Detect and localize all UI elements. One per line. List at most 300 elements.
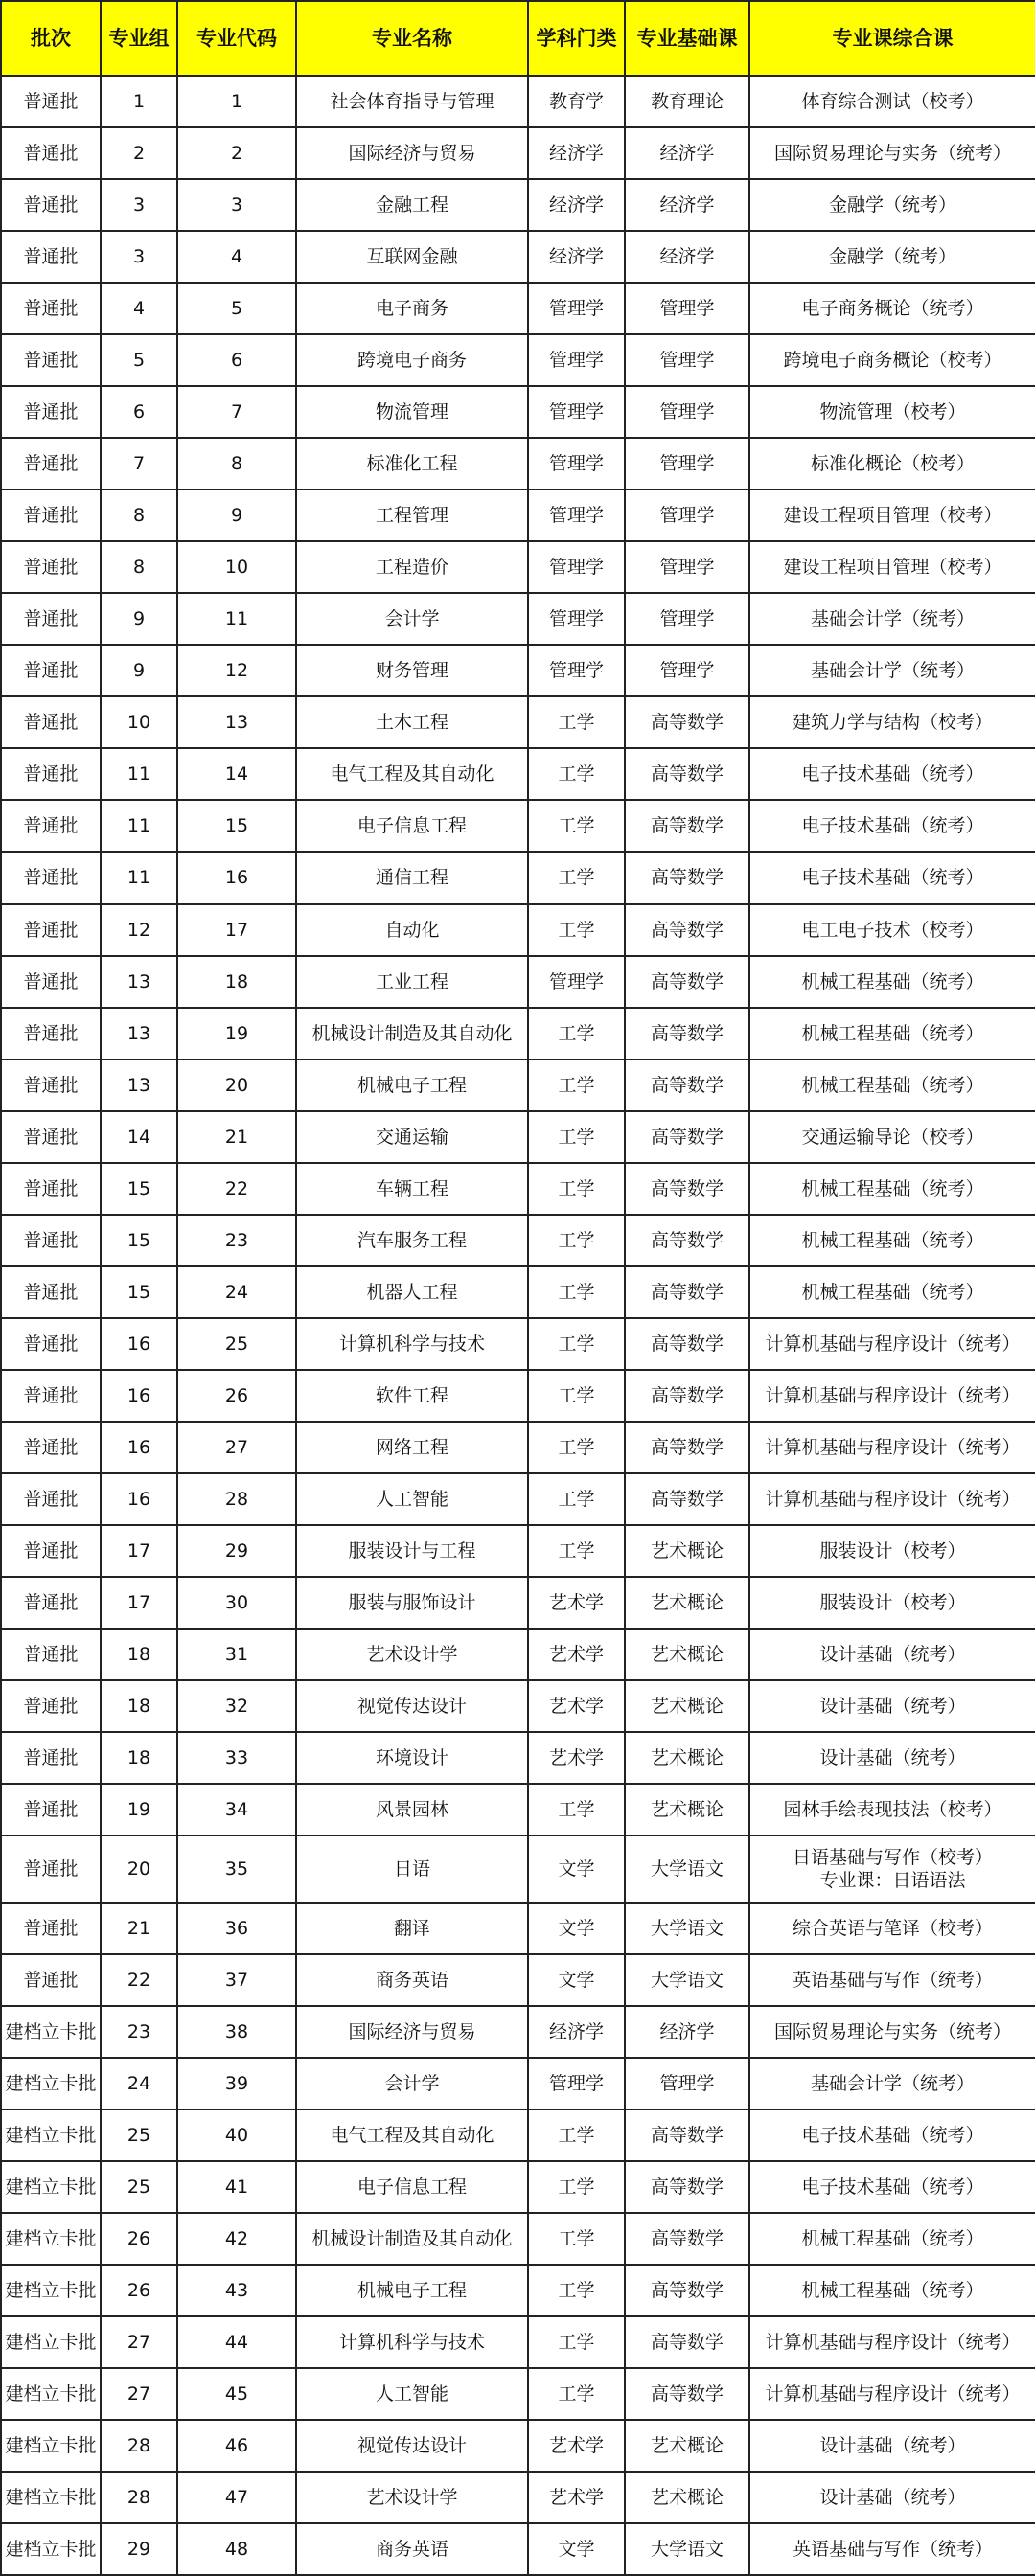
batch-cell: 普通批 [1,1784,101,1835]
group-cell: 6 [101,386,177,438]
code-cell: 3 [177,179,296,231]
code-cell: 40 [177,2109,296,2161]
comprehensive-course-cell: 服装设计（校考） [749,1525,1035,1577]
table-row [1,2420,1035,2472]
table-row [1,1473,1035,1525]
basic-course-cell: 高等数学 [625,1473,749,1525]
comprehensive-course-cell: 体育综合测试（校考） [749,76,1035,127]
group-cell: 13 [101,1008,177,1060]
basic-course-cell: 大学语文 [625,1835,749,1903]
group-cell: 7 [101,438,177,490]
code-cell: 29 [177,1525,296,1577]
group-cell: 10 [101,696,177,748]
group-cell: 26 [101,2265,177,2316]
basic-course-cell: 高等数学 [625,1060,749,1111]
major-name-cell: 车辆工程 [296,1163,528,1215]
comprehensive-course-cell: 跨境电子商务概论（校考） [749,334,1035,386]
comprehensive-course-cell: 日语基础与写作（校考） 专业课：日语语法 [749,1835,1035,1903]
comprehensive-course-cell: 机械工程基础（统考） [749,1215,1035,1266]
table-row [1,593,1035,645]
discipline-cell: 工学 [528,1060,625,1111]
group-cell: 11 [101,800,177,852]
group-cell: 16 [101,1370,177,1422]
code-cell: 41 [177,2161,296,2213]
major-name-cell: 服装设计与工程 [296,1525,528,1577]
major-name-cell: 会计学 [296,2058,528,2109]
basic-course-cell: 高等数学 [625,2265,749,2316]
comprehensive-course-cell: 机械工程基础（统考） [749,1163,1035,1215]
code-cell: 5 [177,283,296,334]
code-cell: 18 [177,956,296,1008]
major-name-cell: 汽车服务工程 [296,1215,528,1266]
basic-course-cell: 高等数学 [625,800,749,852]
major-name-cell: 跨境电子商务 [296,334,528,386]
discipline-cell: 艺术学 [528,1629,625,1680]
discipline-cell: 经济学 [528,2006,625,2058]
basic-course-cell: 高等数学 [625,852,749,903]
table-row [1,2368,1035,2420]
comprehensive-course-cell: 英语基础与写作（统考） [749,2523,1035,2575]
batch-cell: 普通批 [1,645,101,696]
major-name-cell: 标准化工程 [296,438,528,490]
group-cell: 16 [101,1422,177,1473]
table-row [1,490,1035,541]
basic-course-cell: 高等数学 [625,2316,749,2368]
discipline-cell: 艺术学 [528,2420,625,2472]
group-cell: 25 [101,2161,177,2213]
table-body [1,76,1035,2575]
group-cell: 14 [101,1111,177,1163]
table-row [1,696,1035,748]
group-cell: 13 [101,1060,177,1111]
discipline-cell: 管理学 [528,490,625,541]
code-cell: 45 [177,2368,296,2420]
code-cell: 19 [177,1008,296,1060]
code-cell: 44 [177,2316,296,2368]
major-name-cell: 艺术设计学 [296,1629,528,1680]
header-code: 专业代码 [177,1,296,76]
major-name-cell: 视觉传达设计 [296,1680,528,1732]
discipline-cell: 经济学 [528,179,625,231]
comprehensive-course-cell: 电工电子技术（校考） [749,904,1035,956]
basic-course-cell: 高等数学 [625,2368,749,2420]
code-cell: 38 [177,2006,296,2058]
comprehensive-course-cell: 物流管理（校考） [749,386,1035,438]
table-row [1,1954,1035,2006]
table-row [1,1835,1035,1903]
comprehensive-course-cell: 设计基础（统考） [749,1732,1035,1784]
table-row [1,438,1035,490]
major-name-cell: 通信工程 [296,852,528,903]
group-cell: 17 [101,1577,177,1629]
group-cell: 12 [101,904,177,956]
major-name-cell: 艺术设计学 [296,2472,528,2523]
basic-course-cell: 管理学 [625,2058,749,2109]
group-cell: 26 [101,2213,177,2265]
batch-cell: 普通批 [1,1732,101,1784]
batch-cell: 普通批 [1,1111,101,1163]
discipline-cell: 管理学 [528,541,625,593]
batch-cell: 普通批 [1,852,101,903]
table-row [1,283,1035,334]
major-name-cell: 会计学 [296,593,528,645]
batch-cell: 普通批 [1,1835,101,1903]
discipline-cell: 艺术学 [528,1680,625,1732]
code-cell: 36 [177,1903,296,1954]
comprehensive-course-cell: 计算机基础与程序设计（统考） [749,2368,1035,2420]
discipline-cell: 管理学 [528,386,625,438]
comprehensive-course-cell: 金融学（统考） [749,231,1035,283]
batch-cell: 普通批 [1,127,101,179]
discipline-cell: 管理学 [528,645,625,696]
basic-course-cell: 高等数学 [625,1266,749,1318]
basic-course-cell: 经济学 [625,127,749,179]
batch-cell: 普通批 [1,1577,101,1629]
discipline-cell: 艺术学 [528,1732,625,1784]
comprehensive-course-cell: 英语基础与写作（统考） [749,1954,1035,2006]
basic-course-cell: 高等数学 [625,1370,749,1422]
code-cell: 15 [177,800,296,852]
major-name-cell: 工程造价 [296,541,528,593]
batch-cell: 建档立卡批 [1,2265,101,2316]
comprehensive-course-cell: 机械工程基础（统考） [749,1266,1035,1318]
code-cell: 27 [177,1422,296,1473]
header-name: 专业名称 [296,1,528,76]
major-name-cell: 电气工程及其自动化 [296,748,528,800]
group-cell: 15 [101,1163,177,1215]
comprehensive-course-cell: 设计基础（统考） [749,2420,1035,2472]
batch-cell: 普通批 [1,1163,101,1215]
table-row [1,2006,1035,2058]
major-name-cell: 电子信息工程 [296,800,528,852]
discipline-cell: 工学 [528,1266,625,1318]
discipline-cell: 工学 [528,800,625,852]
major-name-cell: 环境设计 [296,1732,528,1784]
header-comprehensive-course: 专业课综合课 [749,1,1035,76]
group-cell: 25 [101,2109,177,2161]
major-name-cell: 机器人工程 [296,1266,528,1318]
basic-course-cell: 艺术概论 [625,1525,749,1577]
major-name-cell: 电子商务 [296,283,528,334]
comprehensive-course-cell: 服装设计（校考） [749,1577,1035,1629]
batch-cell: 普通批 [1,231,101,283]
basic-course-cell: 艺术概论 [625,1577,749,1629]
discipline-cell: 工学 [528,1784,625,1835]
code-cell: 39 [177,2058,296,2109]
basic-course-cell: 管理学 [625,438,749,490]
discipline-cell: 文学 [528,1903,625,1954]
comprehensive-course-cell: 计算机基础与程序设计（统考） [749,1473,1035,1525]
group-cell: 15 [101,1215,177,1266]
major-name-cell: 物流管理 [296,386,528,438]
group-cell: 27 [101,2368,177,2420]
discipline-cell: 管理学 [528,2058,625,2109]
discipline-cell: 艺术学 [528,2472,625,2523]
basic-course-cell: 高等数学 [625,2161,749,2213]
batch-cell: 普通批 [1,179,101,231]
discipline-cell: 经济学 [528,231,625,283]
major-name-cell: 自动化 [296,904,528,956]
code-cell: 37 [177,1954,296,2006]
batch-cell: 普通批 [1,283,101,334]
discipline-cell: 工学 [528,2368,625,2420]
discipline-cell: 文学 [528,1954,625,2006]
code-cell: 21 [177,1111,296,1163]
batch-cell: 普通批 [1,1370,101,1422]
table-row [1,1629,1035,1680]
code-cell: 11 [177,593,296,645]
table-row [1,2316,1035,2368]
table-row [1,127,1035,179]
table-row [1,1266,1035,1318]
basic-course-cell: 管理学 [625,490,749,541]
table-row [1,541,1035,593]
group-cell: 24 [101,2058,177,2109]
comprehensive-course-cell: 基础会计学（统考） [749,2058,1035,2109]
group-cell: 29 [101,2523,177,2575]
comprehensive-course-cell: 电子技术基础（统考） [749,748,1035,800]
batch-cell: 普通批 [1,1629,101,1680]
batch-cell: 建档立卡批 [1,2109,101,2161]
batch-cell: 建档立卡批 [1,2161,101,2213]
major-name-cell: 机械设计制造及其自动化 [296,1008,528,1060]
comprehensive-course-cell: 电子技术基础（统考） [749,2109,1035,2161]
basic-course-cell: 教育理论 [625,76,749,127]
discipline-cell: 工学 [528,1008,625,1060]
group-cell: 22 [101,1954,177,2006]
batch-cell: 普通批 [1,1215,101,1266]
table-row [1,2213,1035,2265]
discipline-cell: 管理学 [528,334,625,386]
table-row [1,2523,1035,2575]
discipline-cell: 文学 [528,1835,625,1903]
code-cell: 12 [177,645,296,696]
table-row [1,1525,1035,1577]
discipline-cell: 工学 [528,1525,625,1577]
major-name-cell: 国际经济与贸易 [296,127,528,179]
major-name-cell: 土木工程 [296,696,528,748]
table-row [1,1008,1035,1060]
code-cell: 22 [177,1163,296,1215]
table-row [1,956,1035,1008]
code-cell: 28 [177,1473,296,1525]
header-row [1,1,1035,76]
discipline-cell: 管理学 [528,593,625,645]
code-cell: 30 [177,1577,296,1629]
code-cell: 42 [177,2213,296,2265]
group-cell: 3 [101,179,177,231]
batch-cell: 普通批 [1,1954,101,2006]
comprehensive-course-cell: 建设工程项目管理（校考） [749,541,1035,593]
batch-cell: 普通批 [1,1060,101,1111]
basic-course-cell: 艺术概论 [625,2420,749,2472]
code-cell: 17 [177,904,296,956]
basic-course-cell: 高等数学 [625,1008,749,1060]
comprehensive-course-cell: 建设工程项目管理（校考） [749,490,1035,541]
comprehensive-course-cell: 国际贸易理论与实务（统考） [749,127,1035,179]
table-row [1,1060,1035,1111]
comprehensive-course-cell: 机械工程基础（统考） [749,2213,1035,2265]
code-cell: 2 [177,127,296,179]
group-cell: 11 [101,852,177,903]
table-row [1,2109,1035,2161]
batch-cell: 普通批 [1,541,101,593]
code-cell: 6 [177,334,296,386]
basic-course-cell: 经济学 [625,2006,749,2058]
code-cell: 13 [177,696,296,748]
major-name-cell: 商务英语 [296,2523,528,2575]
discipline-cell: 工学 [528,1215,625,1266]
code-cell: 9 [177,490,296,541]
table-row [1,1163,1035,1215]
table-row [1,800,1035,852]
code-cell: 1 [177,76,296,127]
comprehensive-course-cell: 基础会计学（统考） [749,593,1035,645]
table-row [1,1903,1035,1954]
batch-cell: 普通批 [1,593,101,645]
table-row [1,1318,1035,1370]
code-cell: 16 [177,852,296,903]
table-row [1,1370,1035,1422]
table-row [1,1422,1035,1473]
basic-course-cell: 高等数学 [625,1422,749,1473]
group-cell: 18 [101,1732,177,1784]
code-cell: 8 [177,438,296,490]
group-cell: 8 [101,490,177,541]
comprehensive-course-cell: 基础会计学（统考） [749,645,1035,696]
group-cell: 8 [101,541,177,593]
discipline-cell: 管理学 [528,283,625,334]
major-name-cell: 金融工程 [296,179,528,231]
discipline-cell: 工学 [528,2161,625,2213]
batch-cell: 建档立卡批 [1,2420,101,2472]
discipline-cell: 工学 [528,1111,625,1163]
code-cell: 23 [177,1215,296,1266]
group-cell: 9 [101,593,177,645]
batch-cell: 建档立卡批 [1,2523,101,2575]
basic-course-cell: 高等数学 [625,1318,749,1370]
group-cell: 19 [101,1784,177,1835]
group-cell: 17 [101,1525,177,1577]
major-name-cell: 机械电子工程 [296,1060,528,1111]
major-name-cell: 视觉传达设计 [296,2420,528,2472]
discipline-cell: 工学 [528,1318,625,1370]
comprehensive-course-cell: 电子技术基础（统考） [749,852,1035,903]
major-name-cell: 软件工程 [296,1370,528,1422]
batch-cell: 普通批 [1,490,101,541]
basic-course-cell: 高等数学 [625,1111,749,1163]
group-cell: 27 [101,2316,177,2368]
major-name-cell: 工程管理 [296,490,528,541]
code-cell: 31 [177,1629,296,1680]
table-row [1,645,1035,696]
basic-course-cell: 经济学 [625,179,749,231]
comprehensive-course-cell: 机械工程基础（统考） [749,1008,1035,1060]
major-name-cell: 人工智能 [296,1473,528,1525]
discipline-cell: 文学 [528,2523,625,2575]
comprehensive-course-cell: 计算机基础与程序设计（统考） [749,1318,1035,1370]
code-cell: 35 [177,1835,296,1903]
discipline-cell: 工学 [528,1422,625,1473]
batch-cell: 普通批 [1,1266,101,1318]
major-name-cell: 人工智能 [296,2368,528,2420]
discipline-cell: 工学 [528,696,625,748]
comprehensive-course-cell: 计算机基础与程序设计（统考） [749,1422,1035,1473]
table-row [1,231,1035,283]
comprehensive-course-cell: 电子商务概论（统考） [749,283,1035,334]
basic-course-cell: 艺术概论 [625,1680,749,1732]
discipline-cell: 工学 [528,852,625,903]
discipline-cell: 工学 [528,2316,625,2368]
table-row [1,1577,1035,1629]
major-name-cell: 日语 [296,1835,528,1903]
group-cell: 3 [101,231,177,283]
major-name-cell: 工业工程 [296,956,528,1008]
group-cell: 18 [101,1629,177,1680]
group-cell: 5 [101,334,177,386]
table-row [1,748,1035,800]
code-cell: 34 [177,1784,296,1835]
batch-cell: 建档立卡批 [1,2368,101,2420]
batch-cell: 普通批 [1,1680,101,1732]
comprehensive-course-cell: 电子技术基础（统考） [749,2161,1035,2213]
major-name-cell: 社会体育指导与管理 [296,76,528,127]
table-row [1,1680,1035,1732]
comprehensive-course-cell: 机械工程基础（统考） [749,1060,1035,1111]
basic-course-cell: 高等数学 [625,1215,749,1266]
group-cell: 28 [101,2472,177,2523]
table-row [1,2058,1035,2109]
comprehensive-course-cell: 金融学（统考） [749,179,1035,231]
comprehensive-course-cell: 机械工程基础（统考） [749,956,1035,1008]
code-cell: 32 [177,1680,296,1732]
group-cell: 4 [101,283,177,334]
comprehensive-course-cell: 设计基础（统考） [749,1680,1035,1732]
group-cell: 11 [101,748,177,800]
code-cell: 7 [177,386,296,438]
batch-cell: 建档立卡批 [1,2316,101,2368]
code-cell: 24 [177,1266,296,1318]
major-name-cell: 互联网金融 [296,231,528,283]
batch-cell: 普通批 [1,904,101,956]
header-discipline: 学科门类 [528,1,625,76]
group-cell: 1 [101,76,177,127]
comprehensive-course-cell: 计算机基础与程序设计（统考） [749,2316,1035,2368]
group-cell: 18 [101,1680,177,1732]
table-row [1,904,1035,956]
header-group: 专业组 [101,1,177,76]
basic-course-cell: 管理学 [625,386,749,438]
batch-cell: 普通批 [1,1318,101,1370]
major-name-cell: 商务英语 [296,1954,528,2006]
basic-course-cell: 艺术概论 [625,2472,749,2523]
code-cell: 14 [177,748,296,800]
group-cell: 16 [101,1318,177,1370]
discipline-cell: 教育学 [528,76,625,127]
basic-course-cell: 高等数学 [625,1163,749,1215]
major-name-cell: 网络工程 [296,1422,528,1473]
basic-course-cell: 艺术概论 [625,1732,749,1784]
basic-course-cell: 艺术概论 [625,1629,749,1680]
comprehensive-course-cell: 设计基础（统考） [749,2472,1035,2523]
batch-cell: 普通批 [1,696,101,748]
basic-course-cell: 管理学 [625,645,749,696]
code-cell: 25 [177,1318,296,1370]
batch-cell: 普通批 [1,1903,101,1954]
comprehensive-course-cell: 建筑力学与结构（校考） [749,696,1035,748]
discipline-cell: 工学 [528,748,625,800]
major-name-cell: 服装与服饰设计 [296,1577,528,1629]
